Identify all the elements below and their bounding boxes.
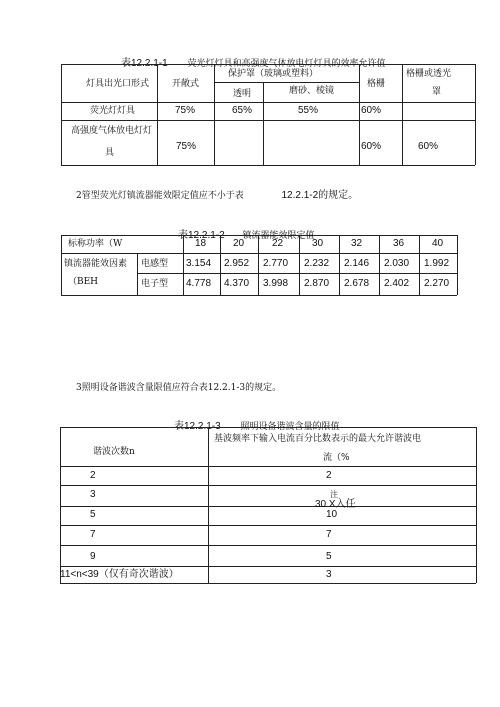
table2-power-22: 22 bbox=[272, 238, 284, 249]
table2-power-18: 18 bbox=[195, 238, 207, 249]
table1-row1-clear: 65% bbox=[232, 105, 253, 116]
table3-row-order: 11<n<39（仅有奇次谐波） bbox=[60, 569, 179, 580]
table3-row-order: 3 bbox=[90, 489, 96, 500]
table1-row2-grille-cover: 60% bbox=[418, 141, 439, 152]
table2-power-36: 36 bbox=[393, 238, 405, 249]
table3-row-order: 9 bbox=[90, 551, 96, 562]
table1-row2-label-2: 具 bbox=[105, 148, 115, 158]
table2-power-30: 30 bbox=[312, 238, 324, 249]
table3-header-limit-1: 基波频率下输入电流百分比数表示的最大允许谐波电 bbox=[214, 434, 422, 444]
table3-header-order: 谐波次数n bbox=[93, 447, 135, 457]
table1-row1-grille: 60% bbox=[361, 105, 382, 116]
table2-power-40: 40 bbox=[432, 238, 444, 249]
table3-row-limit: 30 X入任 bbox=[315, 499, 356, 510]
paragraph-ballast-ref: 12.2.1-2的规定。 bbox=[281, 190, 359, 201]
table2-inductive-value: 2.146 bbox=[344, 258, 370, 269]
table3-caption-title: 照明设备谐波含量的限值 bbox=[240, 422, 340, 432]
table1-header-frosted: 磨砂、棱镜 bbox=[289, 86, 335, 96]
table3-row-limit: 2 bbox=[326, 470, 332, 481]
table3-row-order: 7 bbox=[90, 529, 96, 540]
table2-inductive-value: 2.952 bbox=[224, 258, 250, 269]
table1-caption bbox=[121, 54, 385, 69]
table2-electronic-value: 2.870 bbox=[304, 278, 330, 289]
table2-factor-label-1: 镇流器能效因素 bbox=[64, 259, 128, 269]
table3-caption bbox=[174, 417, 339, 432]
table2-inductive-value: 2.770 bbox=[263, 258, 289, 269]
table1-row2-open: 75% bbox=[176, 141, 197, 152]
table1-row1-label: 荧光灯灯具 bbox=[90, 106, 136, 116]
table1-header-open: 开敞式 bbox=[172, 79, 200, 89]
paragraph-ballast-text: 2管型荧光灯镇流器能效限定值应不小于表 bbox=[76, 191, 244, 201]
table2-power-32: 32 bbox=[351, 238, 363, 249]
table2-electronic-value: 4.778 bbox=[186, 278, 212, 289]
table2-inductive-value: 3.154 bbox=[186, 258, 212, 269]
table1-header-form: 灯具出光口形式 bbox=[86, 79, 150, 89]
table2-electronic-value: 2.678 bbox=[344, 278, 370, 289]
table2-caption-title: 镇流器能效限定值 bbox=[242, 231, 315, 241]
table2-power-20: 20 bbox=[233, 238, 245, 249]
table1-row1-frosted: 55% bbox=[298, 105, 319, 116]
paragraph-ballast-requirement bbox=[76, 186, 358, 201]
table2-inductive-value: 2.232 bbox=[304, 258, 330, 269]
table1-header-grille: 格栅 bbox=[367, 79, 386, 89]
table2-factor-label-2: （BEH bbox=[68, 277, 99, 287]
table3-header-limit-2: 流（% bbox=[323, 453, 350, 463]
table2-caption-number: 表12.2.1-2 bbox=[178, 230, 225, 241]
table1-caption-number: 表12.2.1-1 bbox=[121, 58, 168, 69]
table3-row-limit: 3 bbox=[326, 569, 332, 580]
table3-row-limit: 10 bbox=[326, 509, 338, 520]
table1-caption-title: 荧光灯灯具和高强度气体放电灯灯具的效率允许值 bbox=[187, 59, 386, 69]
table3-row-order: 5 bbox=[90, 509, 96, 520]
table3-row-limit: 7 bbox=[326, 529, 332, 540]
table3-row-limit-note: 注 bbox=[330, 490, 338, 499]
table3-row-order: 2 bbox=[90, 470, 96, 481]
table1-header-grille-cover-1: 格栅或透光 bbox=[406, 69, 452, 79]
table2-row-electronic-label: 电子型 bbox=[141, 279, 169, 289]
table2-electronic-value: 4.370 bbox=[224, 278, 250, 289]
table3-caption-number: 表12.2.1-3 bbox=[174, 421, 221, 432]
table1-header-grille-cover-2: 罩 bbox=[432, 87, 442, 97]
table1-row2-label-1: 高强度气体放电灯灯 bbox=[71, 126, 153, 136]
table2-electronic-value: 3.998 bbox=[263, 278, 289, 289]
table1-row1-open: 75% bbox=[175, 105, 196, 116]
table1-row2-grille: 60% bbox=[361, 141, 382, 152]
table2-inductive-value: 1.992 bbox=[424, 258, 450, 269]
table1-header-cover: 保护罩（玻璃或塑料） bbox=[228, 69, 319, 79]
table2-electronic-value: 2.270 bbox=[424, 278, 450, 289]
table2-row-inductive-label: 电感型 bbox=[141, 259, 169, 269]
table2-inductive-value: 2.030 bbox=[384, 258, 410, 269]
table2-electronic-value: 2.402 bbox=[384, 278, 410, 289]
paragraph-harmonic-requirement: 3照明设备谐波含量限值应符合表12.2.1-3的规定。 bbox=[76, 383, 282, 393]
table3-row-limit: 5 bbox=[326, 551, 332, 562]
table1-header-clear: 透明 bbox=[233, 89, 252, 99]
table2-header-label: 标称功率（W bbox=[68, 239, 123, 249]
